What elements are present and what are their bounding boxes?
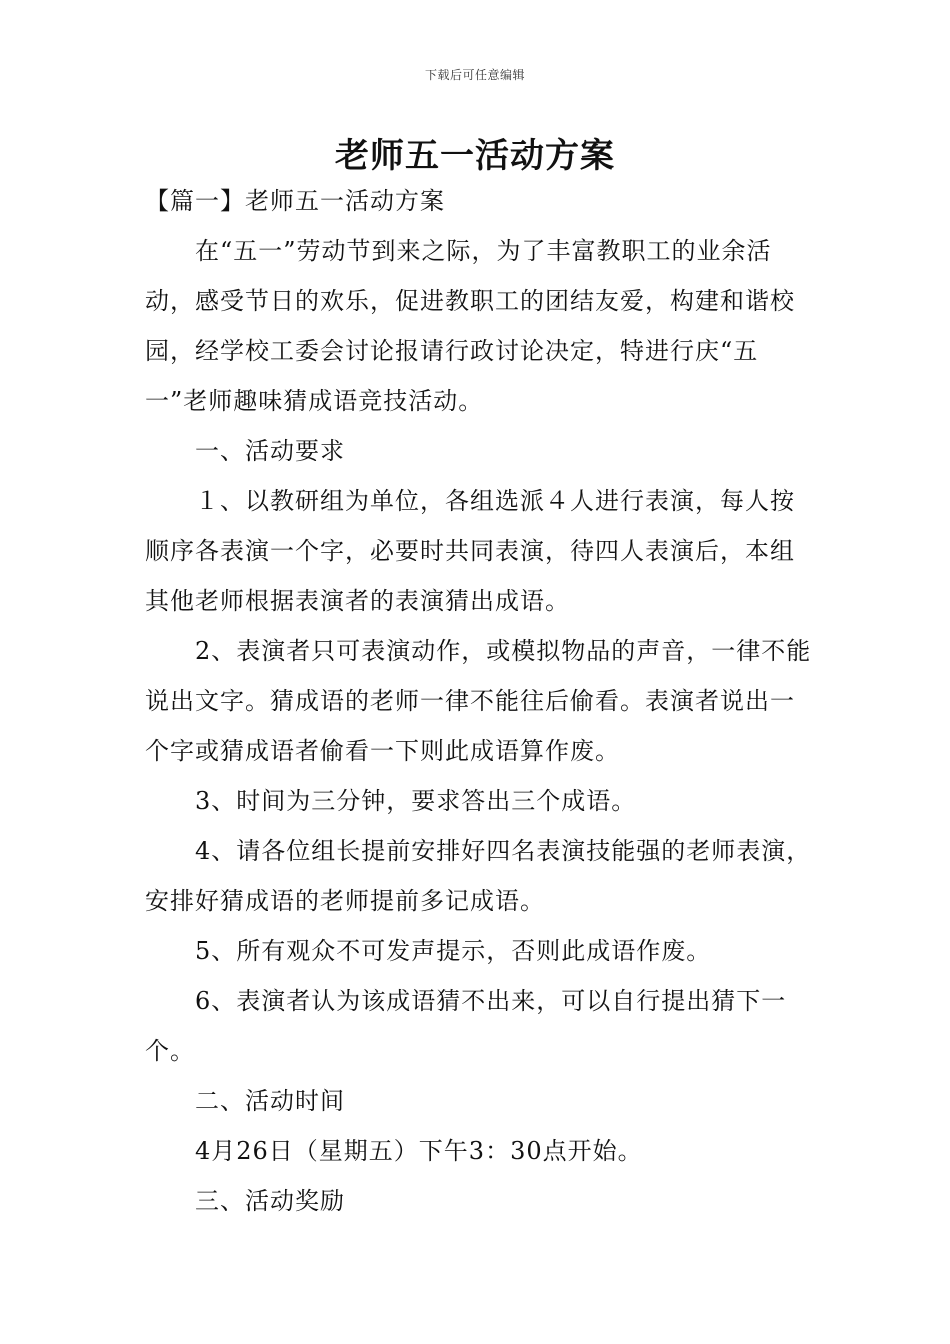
rule-paragraph-1: １、以教研组为单位，各组选派４人进行表演，每人按顺序各表演一个字，必要时共同表演，待四人表演后，本组其他老师根据表演者的表演猜出成语。 (145, 487, 795, 615)
section-heading-time: 二、活动时间 (195, 1087, 345, 1115)
rule-paragraph-2: 2、表演者只可表演动作，或模拟物品的声音，一律不能说出文字。猜成语的老师一律不能往后偷看。表演者说出一个字或猜成语者偷看一下则此成语算作废。 (145, 637, 812, 765)
section-heading-rewards: 三、活动奖励 (195, 1187, 345, 1215)
document-body (145, 176, 815, 1226)
article-subtitle: 【篇一】老师五一活动方案 (145, 187, 445, 215)
rule-paragraph-3: 3、时间为三分钟，要求答出三个成语。 (195, 787, 637, 815)
section-heading-requirements: 一、活动要求 (195, 437, 345, 465)
rule-paragraph-4: 4、请各位组长提前安排好四名表演技能强的老师表演，安排好猜成语的老师提前多记成语。 (145, 837, 812, 915)
rule-paragraph-6: 6、表演者认为该成语猜不出来，可以自行提出猜下一个。 (145, 987, 787, 1065)
rule-paragraph-5: 5、所有观众不可发声提示，否则此成语作废。 (195, 937, 712, 965)
intro-paragraph: 在“五一”劳动节到来之际，为了丰富教职工的业余活动，感受节日的欢乐，促进教职工的团结友爱，构建和谐校园，经学校工委会讨论报请行政讨论决定，特进行庆“五一”老师趣味猜成语竞技活动。 (145, 237, 795, 415)
header-note: 下载后可任意编辑 (424, 68, 525, 82)
time-detail: 4月26日（星期五）下午3：30点开始。 (195, 1137, 643, 1165)
document-title: 老师五一活动方案 (335, 136, 615, 176)
